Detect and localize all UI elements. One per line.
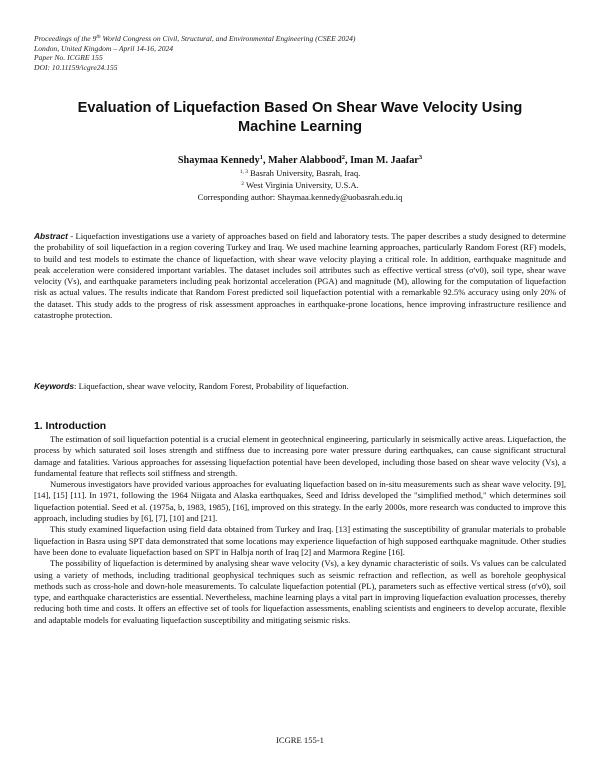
section-heading-introduction: 1. Introduction bbox=[34, 421, 107, 432]
author-1: Shaymaa Kennedy bbox=[177, 155, 260, 166]
keywords bbox=[34, 381, 566, 392]
introduction-body bbox=[34, 434, 566, 626]
title-line-2: Machine Learning bbox=[237, 119, 363, 135]
keywords-label: Keywords bbox=[34, 381, 75, 391]
paragraph: Numerous investigators have provided various approaches for evaluating liquefaction based on in-situ measurements such as shear wave velocity. [9], [14], [15] [11]. In 1971, following the 1964 Niigata and Alaska earthquakes, Seed and Idriss developed the "simplified method," which determines soil liquefaction potential. Seed et al. (1975a, b, 1983, 1985), [16], improved on this strategy. In the early 2000s, more research was conducted to improve this approach, including studies by [6], [7], [10] and [21]. bbox=[34, 479, 566, 524]
abstract-text: - Liquefaction investigations use a variety of approaches based on field and laboratory tests. The paper describes a study designed to determine the probability of soil liquefaction in a region covering Turkey and Iraq. We used machine learning approaches, particularly Random Forest (RF) models, to build and test models to estimate the chance of liquefaction, with shear wave velocity playing a critical role. In addition, earthquake magnitude and peak acceleration were considered important variables. The dataset includes soil attributes such as effective vertical stress (σ'v0), soil type, shear wave velocity (Vs), and earthquake parameters including peak horizontal acceleration (PGA) and magnitude (M), allowing for the computation of liquefaction risk as actual values. The results indicate that Random Forest predicted soil liquefaction potential with a remarkable 92.5% accuracy using only 20% of the dataset. This study adds to the progress of risk assessment approaches in earthquake-prone locations, hence improving infrastructure resilience and catastrophe protection. bbox=[34, 231, 566, 321]
corresponding-author: Corresponding author: Shaymaa.kennedy@uobasrah.edu.iq bbox=[197, 192, 403, 202]
author-3: Iman M. Jaafar bbox=[350, 155, 419, 166]
title-line-1: Evaluation of Liquefaction Based On Shear Wave Velocity Using bbox=[77, 100, 523, 116]
abstract bbox=[34, 231, 566, 321]
proceedings-header bbox=[34, 34, 574, 72]
header-line-1: Proceedings of the 9th World Congress on Civil, Structural, and Environmental Engineering (CSEE 2024) bbox=[34, 34, 356, 43]
paragraph: This study examined liquefaction using field data obtained from Turkey and Iraq. [13] estimating the susceptibility of granular materials to probable liquefaction in Basra using SPT data demonstrated that some locations may experience liquefaction of high supposed earthquake magnitude. Other studies have been done to evaluate liquefaction based on SPT in Halbja north of Iraq [2] and Marmora Regine [16]. bbox=[34, 524, 566, 557]
keywords-text: : Liquefaction, shear wave velocity, Random Forest, Probability of liquefaction. bbox=[74, 381, 349, 391]
affiliation-1: $^{1, 3}$ Basrah University, Basrah, Iraq. bbox=[239, 168, 361, 178]
abstract-label: Abstract bbox=[34, 231, 68, 241]
affiliation-2: $^2$ West Virginia University, U.S.A. bbox=[241, 180, 359, 190]
author-2: Maher Alabbood bbox=[268, 155, 342, 166]
paper-title bbox=[40, 99, 560, 137]
paragraph: The possibility of liquefaction is determined by analysing shear wave velocity (Vs), a key dynamic characteristic of soils. Vs values can be calculated using a variety of methods, including traditional geophysical techniques such as seismic refraction and reflection, as well as borehole geophysical methods such as cross-hole and down-hole measurements. To calculate liquefaction potential (PL), parameters such as effective vertical stress (σ'v0), soil type, and earthquake characteristics are essential. Nevertheless, machine learning plays a vital part in improving liquefaction evaluation processes, thereby reducing both time and costs. It offers an effective set of tools for liquefaction assessments, enabling scientists and engineers to develop accurate, flexible and adaptable models for evaluating liquefaction susceptibility and mitigating seismic risks. bbox=[34, 558, 566, 625]
paragraph: The estimation of soil liquefaction potential is a crucial element in geotechnical engineering, particularly in seismically active areas. Liquefaction, the process by which saturated soil loses strength and stiffness due to increasing pore water pressure during earthquakes, can cause significant structural damage and fatalities. Various approaches for assessing liquefaction potential have been developed, including those based on shear wave velocity (Vs), a fundamental feature that reflects soil stiffness and strength. bbox=[34, 434, 566, 478]
header-line-3: Paper No. ICGRE 155 bbox=[34, 53, 103, 63]
header-doi: DOI: 10.11159/icgre24.155 bbox=[34, 62, 118, 72]
page-footer: ICGRE 155-1 bbox=[276, 735, 324, 745]
author-list: Shaymaa Kennedy$^1$, Maher Alabbood$^2$, Iman M. Jaafar$^3$ bbox=[177, 154, 423, 166]
header-line-2: London, United Kingdom – April 14-16, 2024 bbox=[34, 43, 174, 53]
